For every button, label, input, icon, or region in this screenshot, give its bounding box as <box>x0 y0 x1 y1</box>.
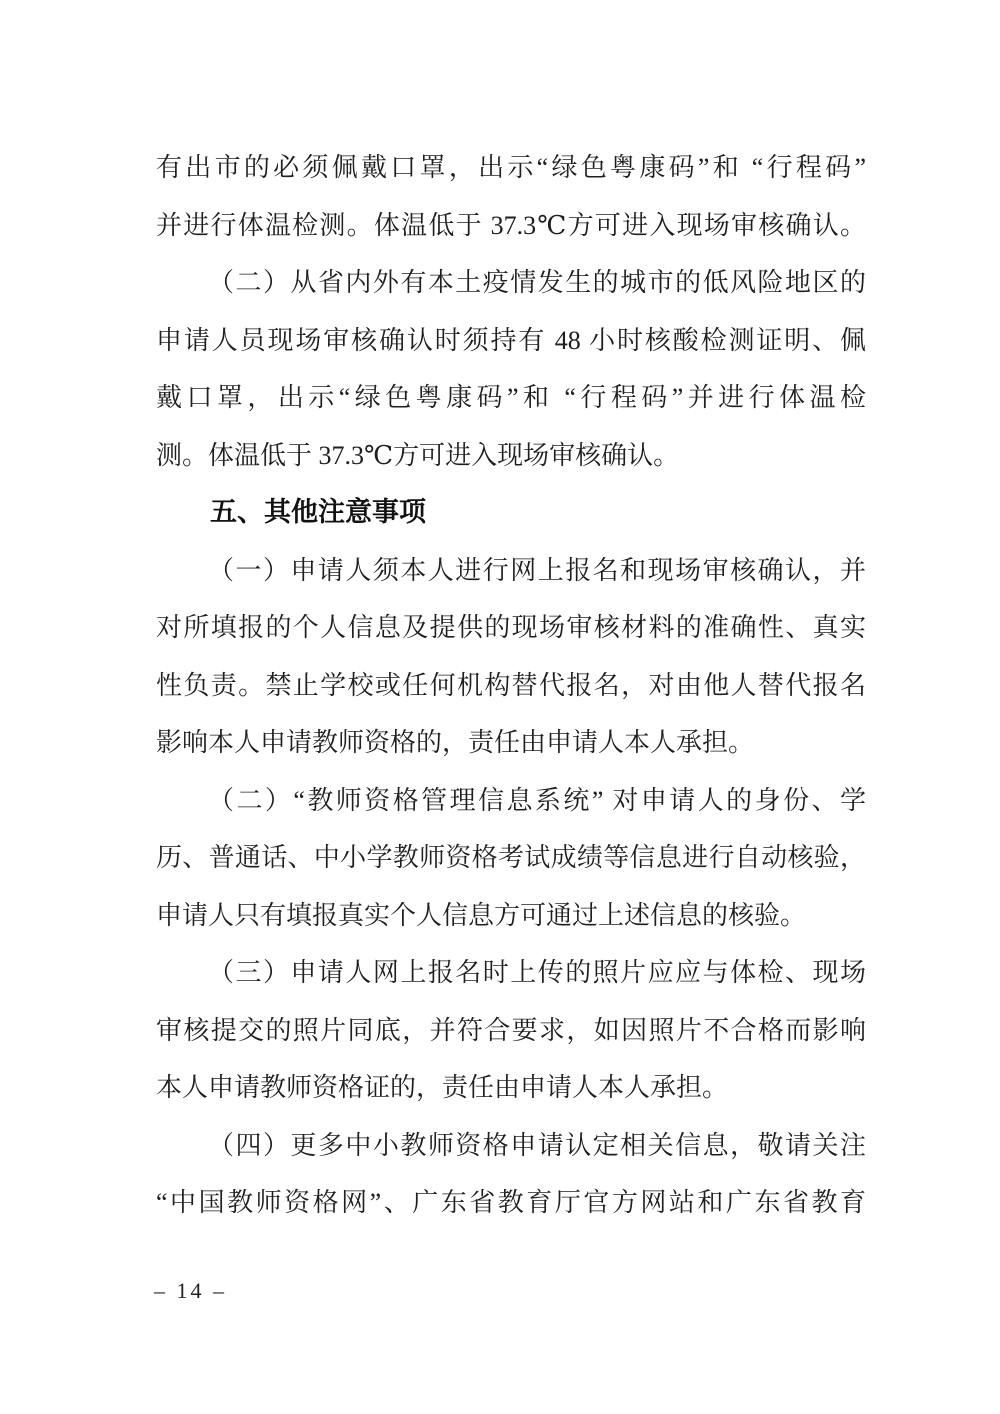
document-line: 本人申请教师资格证的，责任由申请人本人承担。 <box>156 1073 729 1102</box>
document-line: （三）申请人网上报名时上传的照片应应与体检、现场 <box>208 958 866 987</box>
document-line: 戴口罩，出示“绿色粤康码”和 “行程码”并进行体温检 <box>156 383 866 412</box>
page-number: – 14 – <box>154 1278 227 1303</box>
document-line: 对所填报的个人信息及提供的现场审核材料的准确性、真实 <box>156 613 866 642</box>
document-body <box>156 139 866 1232</box>
document-line: 有出市的必须佩戴口罩，出示“绿色粤康码”和 “行程码” <box>156 153 866 182</box>
document-line: （一）申请人须本人进行网上报名和现场审核确认，并 <box>208 555 866 585</box>
document-line: 影响本人申请教师资格的，责任由申请人本人承担。 <box>156 728 755 757</box>
document-line: 并进行体温检测。体温低于 37.3℃方可进入现场审核确认。 <box>156 210 866 240</box>
document-line: 历、普通话、中小学教师资格考试成绩等信息进行自动核验， <box>156 843 866 872</box>
document-line: （四）更多中小教师资格申请认定相关信息，敬请关注 <box>208 1130 866 1160</box>
section-heading: 五、其他注意事项 <box>210 497 426 527</box>
document-line: （二）“教师资格管理信息系统” 对申请人的身份、学 <box>208 785 866 815</box>
document-line: “中国教师资格网”、广东省教育厅官方网站和广东省教育 <box>156 1188 866 1217</box>
document-line: 审核提交的照片同底，并符合要求，如因照片不合格而影响 <box>156 1015 866 1045</box>
document-line: 申请人员现场审核确认时须持有 48 小时核酸检测证明、佩 <box>156 325 866 355</box>
document-line: 申请人只有填报真实个人信息方可通过上述信息的核验。 <box>156 900 807 930</box>
document-line: 测。体温低于 37.3℃方可进入现场审核确认。 <box>156 440 680 470</box>
document-line: （二）从省内外有本土疫情发生的城市的低风险地区的 <box>208 268 866 297</box>
document-line: 性负责。禁止学校或任何机构替代报名，对由他人替代报名 <box>156 670 866 700</box>
